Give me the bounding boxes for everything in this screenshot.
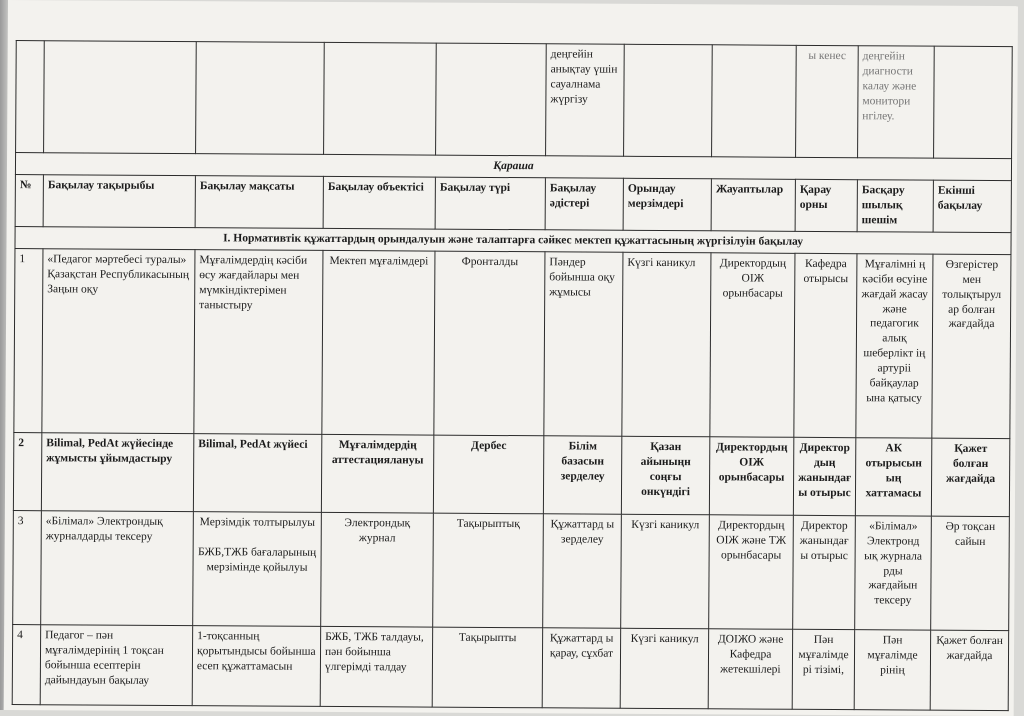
row-decision: АК отырысын ың хаттамасы [855, 437, 931, 515]
table-row [12, 624, 1008, 710]
row-responsible: Директордың ОІЖ орынбасары [709, 436, 793, 515]
row-type: Фронталды [434, 251, 545, 436]
row-deadline: Күзгі каникул [622, 252, 711, 437]
row-decision: «Білімал» Электронд ық журнала рды жағдайын тексеру [855, 515, 932, 629]
row-object: БЖБ, ТЖБ талдауы, пән бойынша үлгерімді талдау [320, 626, 432, 707]
row-object: Электрондық журнал [321, 512, 434, 627]
row-responsible: Директордың ОІЖ орынбасары [710, 252, 795, 437]
row-deadline: Қазан айыныңн соңғы онкүндігі [621, 436, 709, 515]
month-title: Қараша [15, 153, 1011, 181]
row-methods: Пәндер бойынша оқу жұмысы [544, 251, 623, 435]
row-object: Мектеп мұғалімдері [322, 250, 435, 435]
header-decision: Басқару шылық шешім [857, 180, 933, 232]
top-decision-cell: деңгейін диагности калау және монитори нгілеу. [858, 46, 935, 158]
section-title: I. Нормативтік құжаттардың орындалуын және талаптарға сәйкес мектеп құжаттасының жүргізілуін бақылау [15, 226, 1011, 254]
row-topic: «Білімал» Электрондық журналдарды тексеру [41, 510, 194, 625]
header-second: Екінші бақылау [933, 180, 1011, 232]
row-decision: Мұғалімні ң кәсіби өсуіне жағдай жасау және педагогик алық шеберлікт ің артуріі байқаулар ына қатысу [856, 253, 933, 437]
row-second: Әр тоқсан сайын [931, 516, 1010, 630]
row-deadline: Күзгі каникул [620, 628, 708, 709]
cell [196, 42, 325, 155]
row-second: Қажет болған жағдайда [931, 438, 1009, 516]
header-deadline: Орындау мерзімдері [623, 178, 711, 230]
cell [712, 45, 797, 158]
row-methods: Құжаттард ы зерделеу [543, 513, 622, 627]
row-num: 2 [13, 432, 41, 510]
row-decision: Пән мұғалімде рінің [854, 629, 930, 709]
row-responsible: ДОІЖО және Кафедра жетекшілері [708, 628, 792, 709]
header-object: Бақылау объектісі [323, 176, 435, 228]
row-deadline: Күзгі каникул [621, 514, 710, 629]
header-row [15, 174, 1011, 232]
row-place: Директор дың жанындағ ы отырыс [793, 437, 855, 515]
top-methods-cell: деңгейін анықтау үшін сауалнама жүргізу [546, 44, 625, 156]
row-type: Дербес [433, 435, 543, 514]
header-topic: Бақылау тақырыбы [43, 175, 195, 228]
header-methods: Бақылау әдістері [545, 178, 623, 230]
header-place: Қарау орны [795, 179, 857, 231]
table-row [14, 248, 1011, 438]
top-partial-row [16, 41, 1013, 159]
header-responsible: Жауаптылар [711, 179, 795, 231]
row-methods: Білім базасын зерделеу [543, 435, 621, 513]
row-goal: Bilimal, PedAt жүйесі [193, 433, 321, 512]
row-goal: 1-тоқсанның қорытындысы бойынша есеп құжаттамасын [192, 625, 320, 706]
row-num: 1 [14, 248, 43, 432]
row-type: Тақырыптық [433, 513, 544, 628]
cell [16, 41, 45, 153]
row-num: 3 [13, 510, 42, 624]
cell [624, 44, 713, 157]
row-num: 4 [12, 624, 40, 704]
row-responsible: Директордың ОІЖ және ТЖ орынбасары [709, 514, 794, 629]
row-object: Мұғалімдердің аттестациялануы [321, 434, 433, 513]
row-goal: Мерзімдік толтырылуы БЖБ,ТЖБ бағаларының мерзімінде қойылуы [193, 511, 322, 626]
row-topic: «Педагог мәртебесі туралы» Қазақстан Республикасының Заңын оқу [42, 248, 195, 433]
cell [44, 41, 197, 154]
table-row [13, 432, 1009, 516]
row-topic: Bilimal, PedAt жүйесінде жұмысты ұйымдастыру [41, 432, 193, 511]
row-place: Пән мұғалімде рі тізімі, [792, 629, 854, 709]
row-place: Кафедра отырысы [794, 253, 857, 437]
header-num: № [15, 174, 43, 226]
header-type: Бақылау түрі [435, 177, 545, 229]
cell [934, 46, 1013, 158]
header-goal: Бақылау мақсаты [195, 176, 323, 229]
row-goal: Мұғалімдердің кәсіби өсу жағдайлары мен мүмкіндіктерімен таныстыру [194, 249, 323, 434]
row-place: Директор жанындағ ы отырыс [793, 515, 856, 629]
cell [436, 43, 547, 156]
row-topic: Педагог – пән мұғалімдерінің 1 тоқсан бойынша есептерін дайындауын бақылау [40, 624, 192, 705]
row-second: Қажет болған жағдайда [930, 630, 1008, 710]
document-page [4, 0, 1018, 716]
row-methods: Құжаттард ы қарау, сұхбат [542, 627, 620, 707]
control-plan-table [12, 40, 1013, 711]
cell [324, 42, 437, 155]
row-second: Өзгерістер мен толықтырул ар болған жағдайда [932, 254, 1011, 438]
row-type: Тақырыпты [432, 627, 542, 708]
top-place-cell: ы кенес [796, 45, 859, 157]
table-row [13, 510, 1010, 630]
